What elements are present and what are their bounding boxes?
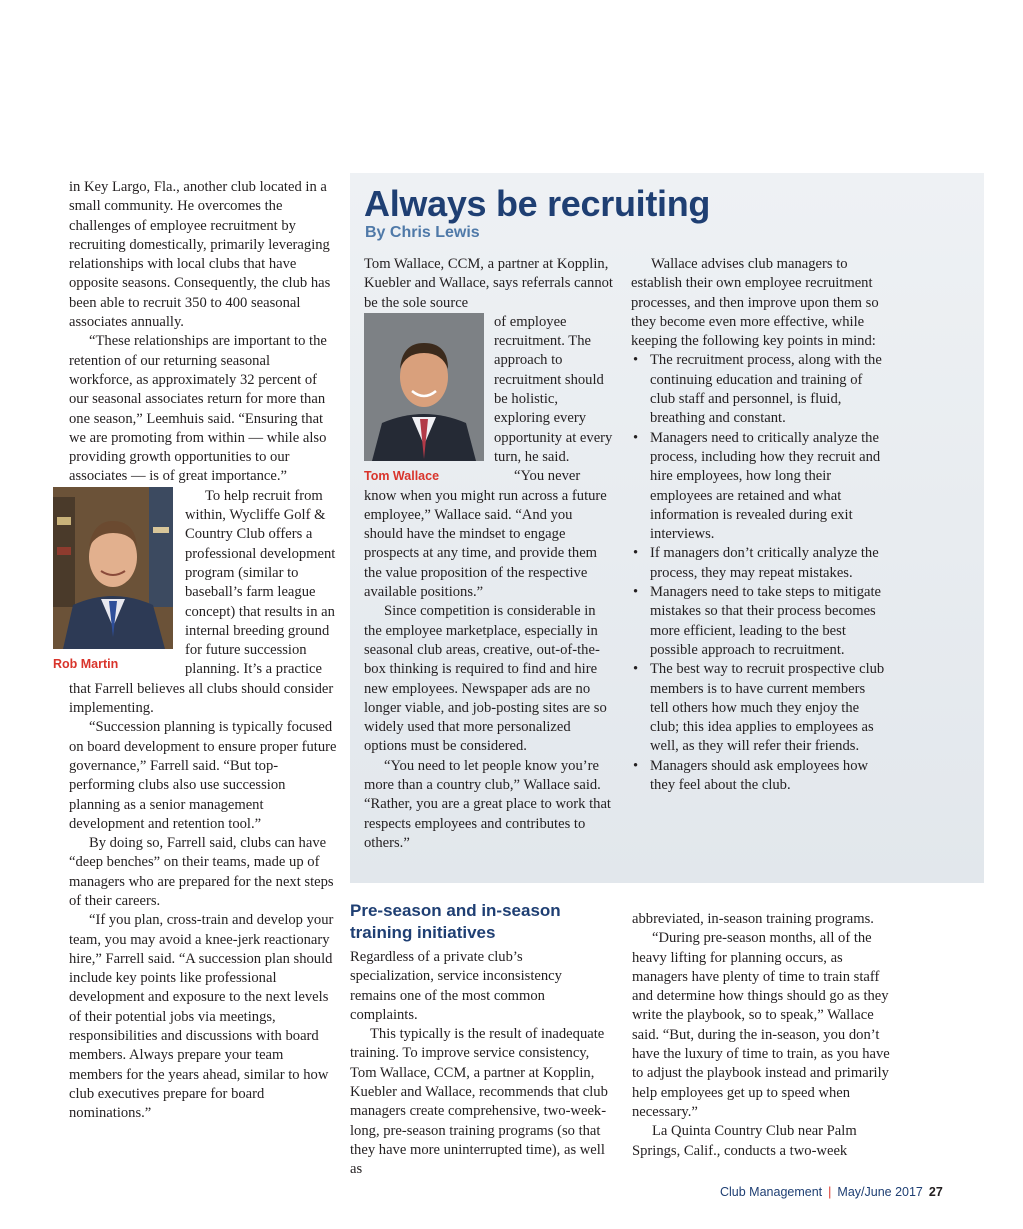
tom-wallace-caption: Tom Wallace [364, 468, 440, 483]
section-column-1 [350, 948, 608, 1180]
left-paragraph-2: “These relationships are important to the retention of our returning seasonal workforce, as approximately 32 percent of our seasonal associates return for more than one season,” Leemhuis said. “Ensuring that we are promoting from within — while also providing growth opportunities to our associates — is of great importance.” [69, 333, 327, 485]
section-paragraph-5: La Quinta Country Club near Palm Springs, Calif., conducts a two-week [632, 1123, 857, 1159]
section-column-2 [632, 910, 902, 1161]
page-number: 27 [928, 1185, 943, 1199]
key-point-item: • The recruitment process, along with the continuing education and training of club staff and personnel, is fluid, breathing and constant. [631, 351, 885, 428]
left-paragraph-4: “Succession planning is typically focused on board development to ensure proper future governance,” Farrell said. “But top-performing clubs also use succession planning as a senior management development and retention tool.” [69, 719, 337, 832]
issue-date: May/June 2017 [837, 1185, 923, 1199]
key-point-item: • Managers should ask employees how they feel about the club. [631, 757, 885, 796]
left-paragraph-3: To help recruit from within, Wycliffe Golf & Country Club offers a professional development program (similar to baseball’s farm league concept) that results in an internal breeding ground for future succession planning. It’s a practice that Farrell believes all clubs should consider implementing. [69, 487, 336, 717]
section-paragraph-4: “During pre-season months, all of the heavy lifting for planning occurs, as managers have plenty of time to train staff and determine how things should go as they write the playbook, so to speak,” Wallace said. “But, during the in-season, you don’t have the luxury of time to train, as you have to adjust the playbook instead and primarily help employees get up to speed when necessary.” [632, 930, 890, 1120]
key-points-list [631, 351, 885, 795]
key-point-item: • Managers need to critically analyze the process, including how they recruit and hire employees, how long their employees are retained and what information is revealed during exit interviews. [631, 429, 885, 545]
rob-martin-photo [53, 487, 173, 675]
sidebar-byline: By Chris Lewis [365, 224, 480, 241]
left-paragraph-6: “If you plan, cross-train and develop your team, you may avoid a knee-jerk reactionary hire,” Farrell said. “A succession plan should include key points like professional development and exposure to the next levels of their potential jobs via meetings, responsibilities and discussions with board members. Always prepare your team members for the years ahead, similar to how club executives prepare for board nominations.” [69, 912, 334, 1122]
tom-wallace-photo [364, 313, 484, 481]
section-paragraph-3: abbreviated, in-season training programs. [632, 911, 874, 927]
publication-name: Club Management [720, 1185, 823, 1199]
sidebar-paragraph-1-lead: Tom Wallace, CCM, a partner at Kopplin, Kuebler and Wallace, says referrals cannot be the sole source [364, 256, 613, 311]
left-paragraph-5: By doing so, Farrell said, clubs can have “deep benches” on their teams, made up of managers who are prepared for the next steps of their careers. [69, 835, 334, 909]
sidebar-paragraph-3: Since competition is considerable in the employee marketplace, especially in seasonal club areas, creative, out-of-the-box thinking is required to find and hire new employees. Newspaper ads are no longer viable, and job-posting sites are so widely used that more personalized options must be considered. [364, 603, 607, 755]
page-footer [720, 1185, 943, 1199]
sidebar-column-1 [364, 255, 614, 853]
sidebar-title: Always be recruiting [364, 183, 711, 224]
sidebar-column-2 [631, 255, 885, 795]
left-column [53, 178, 337, 1124]
sidebar-always-be-recruiting [350, 173, 984, 883]
key-point-item: • Managers need to take steps to mitigate mistakes so that their process becomes more efficient, leading to the best possible approach to recruitment. [631, 583, 885, 660]
section-paragraph-2: This typically is the result of inadequate training. To improve service consistency, Tom Wallace, CCM, a partner at Kopplin, Kuebler and Wallace, recommends that club managers create comprehensive, two-week-long, pre-season training programs (so that they have more uninterrupted time), as well as [350, 1026, 608, 1178]
sidebar-paragraph-2: “You never know when you might run across a future employee,” Wallace said. “And you should have the mindset to engage prospects at any time, and provide them the value proposition of the respective available positions.” [364, 468, 607, 601]
key-point-item: • If managers don’t critically analyze the process, they may repeat mistakes. [631, 544, 885, 583]
key-point-item: • The best way to recruit prospective club members is to have current members tell others how much they enjoy the club; this idea applies to employees as well, as they will refer their friends. [631, 660, 885, 756]
section-paragraph-1: Regardless of a private club’s specialization, service inconsistency remains one of the most common complaints. [350, 949, 562, 1023]
section-heading: Pre-season and in-season training initiatives [350, 901, 561, 942]
rob-martin-caption: Rob Martin [53, 656, 119, 671]
sidebar-intro: Wallace advises club managers to establish their own employee recruitment processes, and then improve upon them so they become even more effective, while keeping the following key points in mind: [631, 256, 879, 350]
footer-separator: | [828, 1185, 832, 1199]
left-paragraph-1: in Key Largo, Fla., another club located in a small community. He overcomes the challenges of employee recruitment by recruiting domestically, primarily leveraging relationships with local clubs that have opposite seasons. Consequently, the club has been able to recruit 350 to 400 seasonal associates annually. [69, 179, 331, 331]
sidebar-paragraph-4: “You need to let people know you’re more than a country club,” Wallace said. “Rather, you are a great place to work that respects employees and contributes to others.” [364, 757, 611, 851]
rob-martin-portrait-image [53, 487, 173, 649]
portrait-illustration [364, 313, 484, 461]
portrait-illustration [53, 487, 173, 649]
tom-wallace-portrait-image [364, 313, 484, 461]
sidebar-paragraph-1-rest: of employee recruitment. The approach to recruitment should be holistic, exploring every opportunity at every turn, he said. [494, 313, 613, 465]
